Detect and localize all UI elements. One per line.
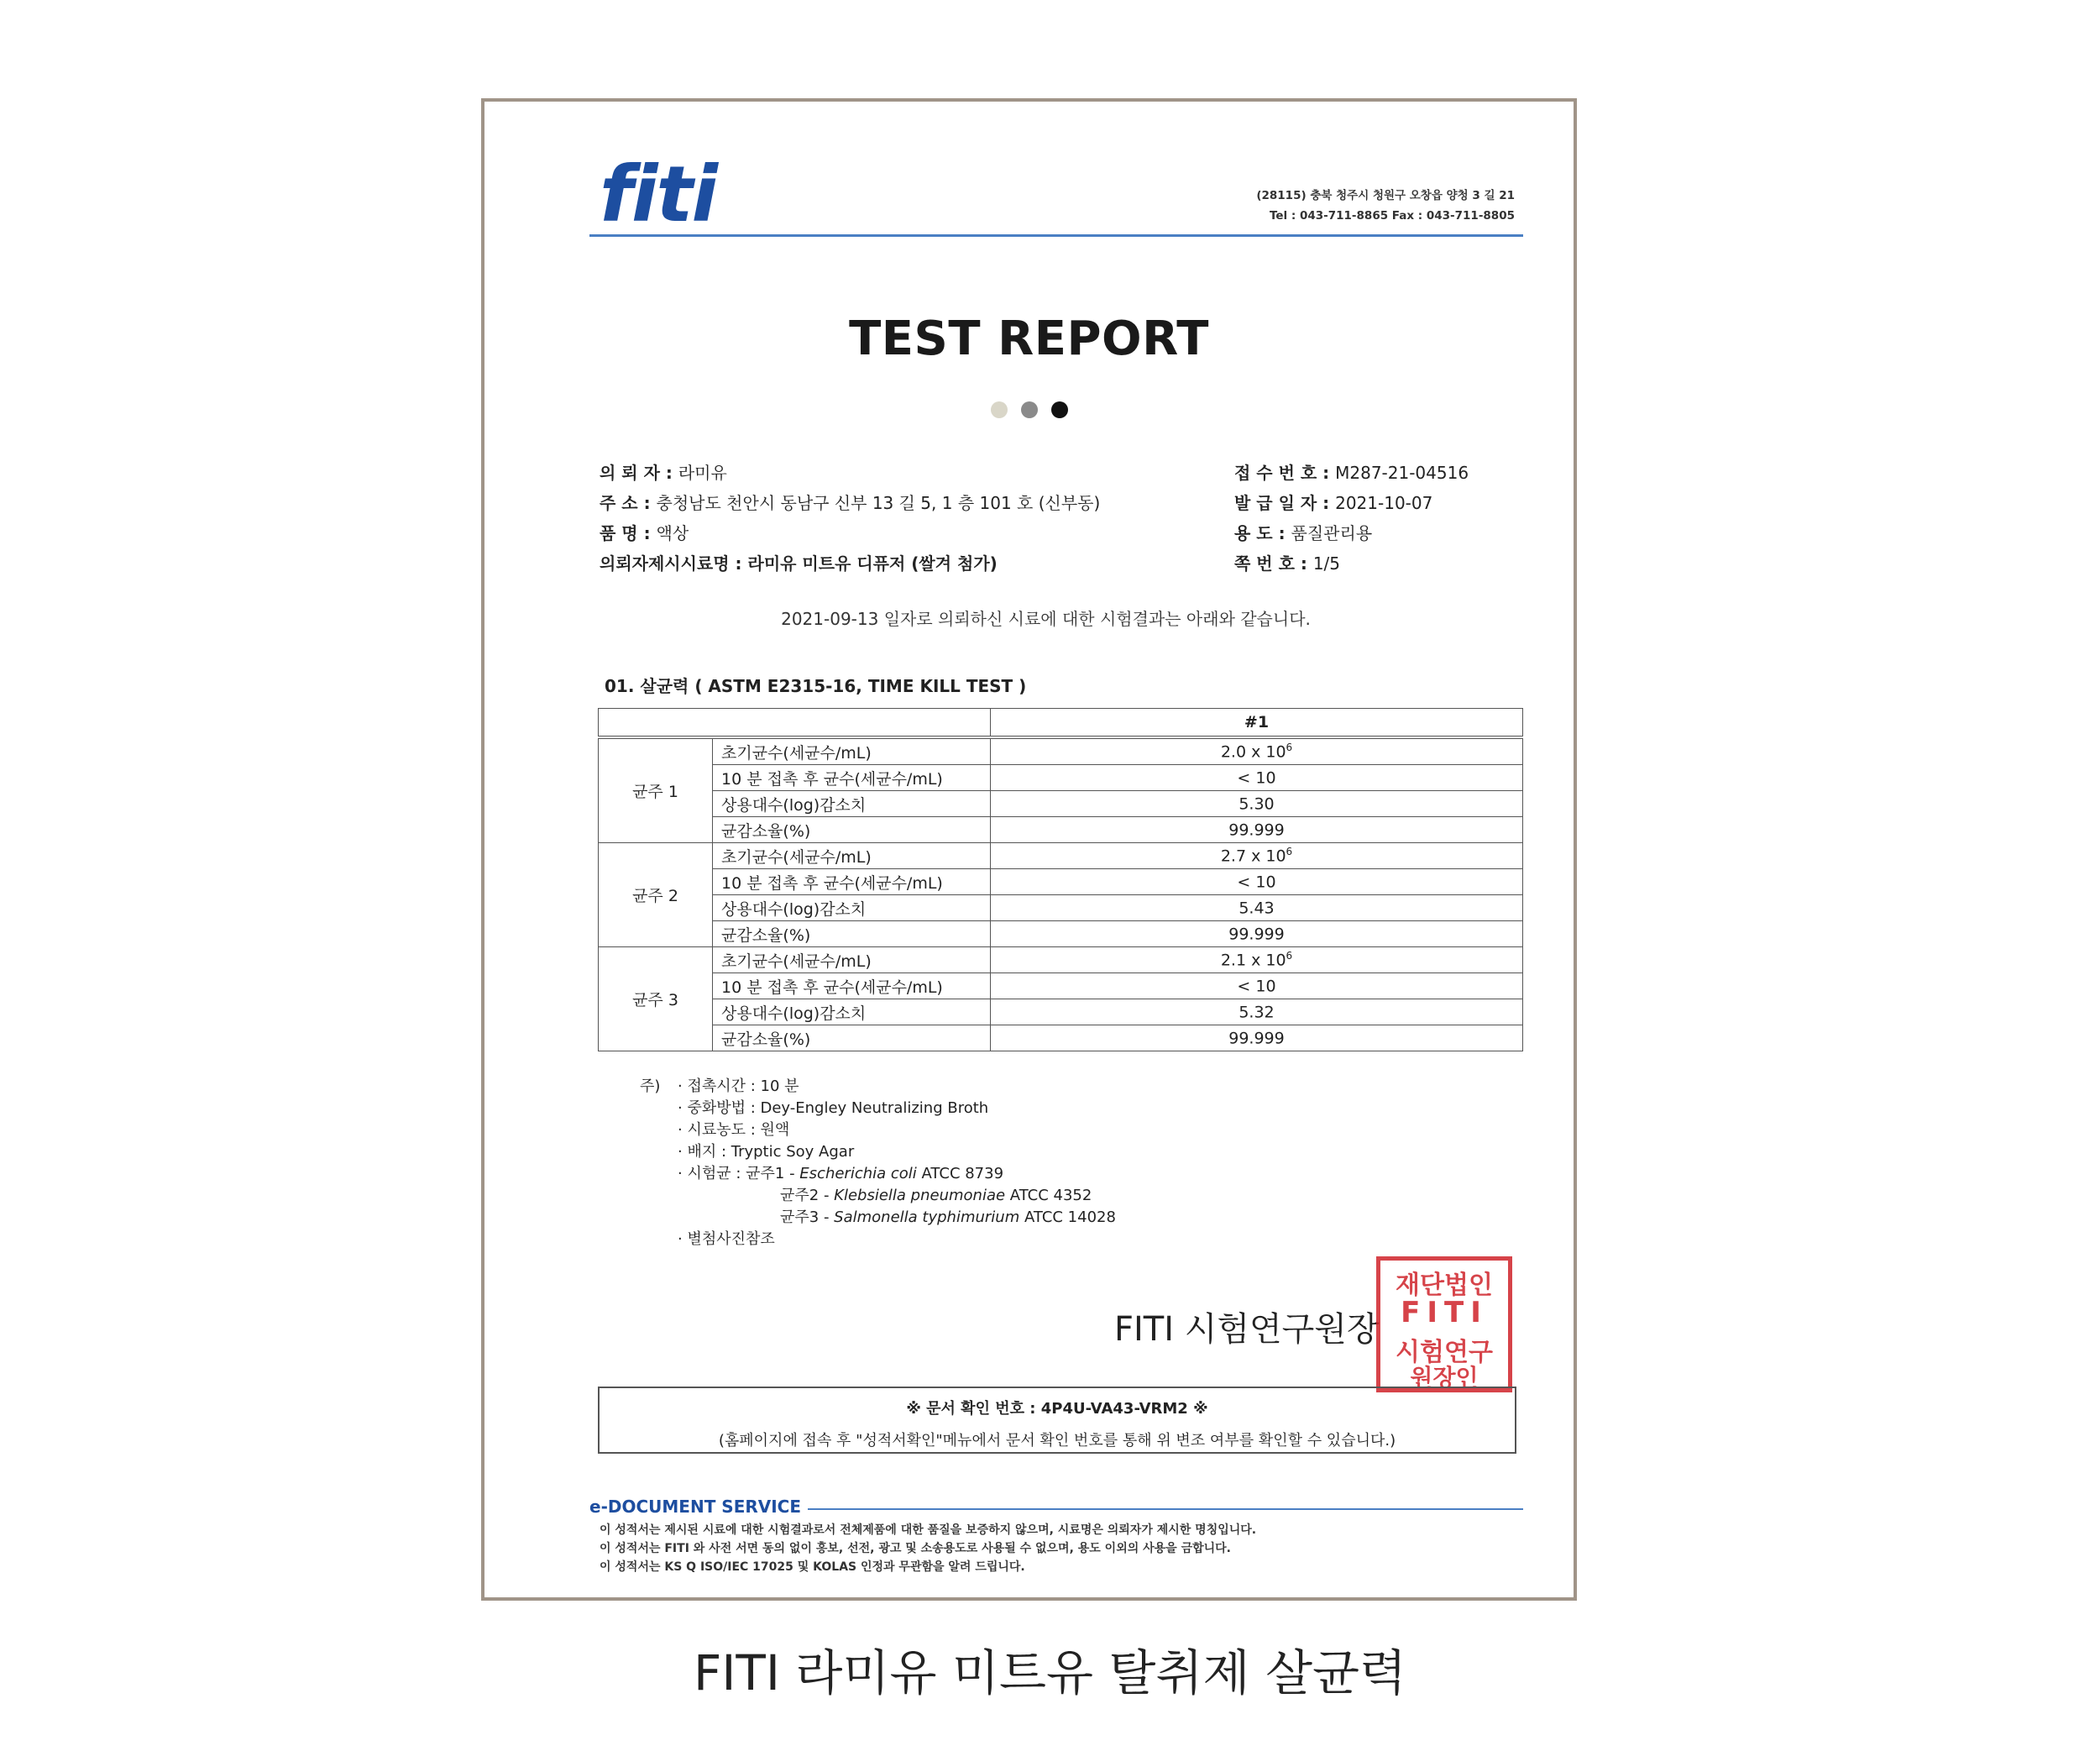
notes-prefix: 주)	[640, 1077, 661, 1095]
results-table	[598, 708, 1523, 1051]
notes	[640, 1076, 1116, 1250]
note-contact-time: · 접촉시간 : 10 분	[678, 1077, 799, 1095]
lab-address	[1256, 186, 1515, 226]
dot-gray	[1021, 401, 1038, 418]
doc-check-number: ※ 문서 확인 번호 : 4P4U-VA43-VRM2 ※	[906, 1400, 1208, 1418]
note-strain-label: · 시험균 :	[678, 1165, 746, 1182]
disclaimer-line: 이 성적서는 KS Q ISO/IEC 17025 및 KOLAS 인정과 무관함을 알려 드립니다.	[600, 1560, 1025, 1574]
row-label: 상용대수(log)감소치	[713, 791, 991, 817]
row-label: 초기균수(세균수/mL)	[713, 737, 991, 765]
info-row: 쪽 번 호 : 1/5	[1234, 553, 1341, 574]
dot-black	[1051, 401, 1068, 418]
info-row: 품 명 : 액상	[600, 523, 689, 543]
disclaimer-line: 이 성적서는 제시된 시료에 대한 시험결과로서 전체제품에 대한 품질을 보증하지 않으며, 시료명은 의뢰자가 제시한 명칭입니다.	[600, 1523, 1257, 1537]
row-value: 5.30	[991, 791, 1523, 817]
table-row	[599, 921, 1523, 947]
row-label: 상용대수(log)감소치	[713, 895, 991, 921]
official-seal-icon: 재단법인 FITI 시험연구 원장인	[1376, 1256, 1512, 1392]
table-row	[599, 765, 1523, 791]
row-value: < 10	[991, 973, 1523, 999]
strain-group-label: 균주 1	[599, 737, 713, 843]
row-label: 초기균수(세균수/mL)	[713, 947, 991, 973]
report-page	[481, 98, 1577, 1601]
row-value: < 10	[991, 869, 1523, 895]
info-row: 주 소 : 충청남도 천안시 동남구 신부 13 길 5, 1 층 101 호 (신부동)	[600, 493, 1101, 513]
disclaimer-line: 이 성적서는 FITI 와 사전 서면 동의 없이 홍보, 선전, 광고 및 소송용도로 사용될 수 없으며, 용도 이외의 사용을 금합니다.	[600, 1542, 1231, 1555]
title-dots	[484, 401, 1574, 422]
table-row	[599, 1025, 1523, 1051]
row-label: 상용대수(log)감소치	[713, 999, 991, 1025]
strain-group-label: 균주 2	[599, 843, 713, 947]
table-row	[599, 869, 1523, 895]
table-row	[599, 999, 1523, 1025]
table-row	[599, 817, 1523, 843]
table-row	[599, 843, 1523, 869]
fiti-logo: fiti	[600, 149, 717, 239]
contact-line: Tel : 043-711-8865 Fax : 043-711-8805	[1269, 209, 1515, 223]
table-row	[599, 895, 1523, 921]
note-medium: · 배지 : Tryptic Soy Agar	[678, 1143, 855, 1161]
table-header-row	[599, 709, 1523, 738]
row-value: 99.999	[991, 817, 1523, 843]
info-row: 발 급 일 자 : 2021-10-07	[1234, 493, 1433, 513]
row-label: 10 분 접촉 후 균수(세균수/mL)	[713, 765, 991, 791]
dot-light	[991, 401, 1008, 418]
row-value: 2.0 x $10^6$	[991, 737, 1523, 765]
row-label: 초기균수(세균수/mL)	[713, 843, 991, 869]
table-row	[599, 947, 1523, 973]
table-row	[599, 737, 1523, 765]
edoc-divider	[808, 1508, 1523, 1510]
note-concentration: · 시료농도 : 원액	[678, 1121, 790, 1139]
strain-2: 균주2 - Klebsiella pneumoniae ATCC 4352	[780, 1187, 1092, 1204]
strain-group-label: 균주 3	[599, 947, 713, 1051]
row-label: 균감소율(%)	[713, 1025, 991, 1051]
strain-1: 균주1 - Escherichia coli ATCC 8739	[746, 1165, 1004, 1182]
disclaimers	[600, 1521, 1256, 1576]
info-row: 의뢰자제시시료명 : 라미유 미트유 디퓨저 (쌀겨 첨가)	[600, 553, 998, 574]
edoc-label: e-DOCUMENT SERVICE	[589, 1497, 802, 1517]
row-value: 5.32	[991, 999, 1523, 1025]
row-value: 99.999	[991, 921, 1523, 947]
table-row	[599, 973, 1523, 999]
doc-check-box	[598, 1387, 1516, 1454]
strain-3: 균주3 - Salmonella typhimurium ATCC 14028	[780, 1208, 1116, 1226]
row-value: 5.43	[991, 895, 1523, 921]
section-title: 01. 살균력 ( ASTM E2315-16, TIME KILL TEST )	[605, 676, 1027, 696]
row-label: 균감소율(%)	[713, 817, 991, 843]
row-value: 2.1 x $10^6$	[991, 947, 1523, 973]
row-label: 10 분 접촉 후 균수(세균수/mL)	[713, 973, 991, 999]
address-line: (28115) 충북 청주시 청원구 오창읍 양청 3 길 21	[1256, 189, 1515, 202]
table-row	[599, 791, 1523, 817]
doc-check-instructions: (홈페이지에 접속 후 "성적서확인"메뉴에서 문서 확인 번호를 통해 위 변조 여부를 확인할 수 있습니다.)	[718, 1432, 1396, 1450]
row-value: 2.7 x $10^6$	[991, 843, 1523, 869]
row-value: 99.999	[991, 1025, 1523, 1051]
info-right	[1234, 458, 1469, 579]
col-header: #1	[991, 709, 1523, 738]
info-row: 의 뢰 자 : 라미유	[600, 463, 727, 483]
signature: FITI 시험연구원장	[1114, 1310, 1380, 1349]
info-left	[600, 458, 1100, 579]
note-photo: · 별첨사진참조	[678, 1230, 775, 1248]
info-row: 용 도 : 품질관리용	[1234, 523, 1373, 543]
note-neutralizer: · 중화방법 : Dey-Engley Neutralizing Broth	[678, 1099, 989, 1117]
report-title: TEST REPORT	[849, 312, 1209, 366]
intro-text: 2021-09-13 일자로 의뢰하신 시료에 대한 시험결과는 아래와 같습니다.	[781, 609, 1311, 629]
header-divider	[589, 234, 1523, 237]
image-caption: FITI 라미유 미트유 탈취제 살균력	[693, 1644, 1407, 1701]
info-row: 접 수 번 호 : M287-21-04516	[1234, 463, 1469, 483]
row-label: 10 분 접촉 후 균수(세균수/mL)	[713, 869, 991, 895]
row-label: 균감소율(%)	[713, 921, 991, 947]
row-value: < 10	[991, 765, 1523, 791]
